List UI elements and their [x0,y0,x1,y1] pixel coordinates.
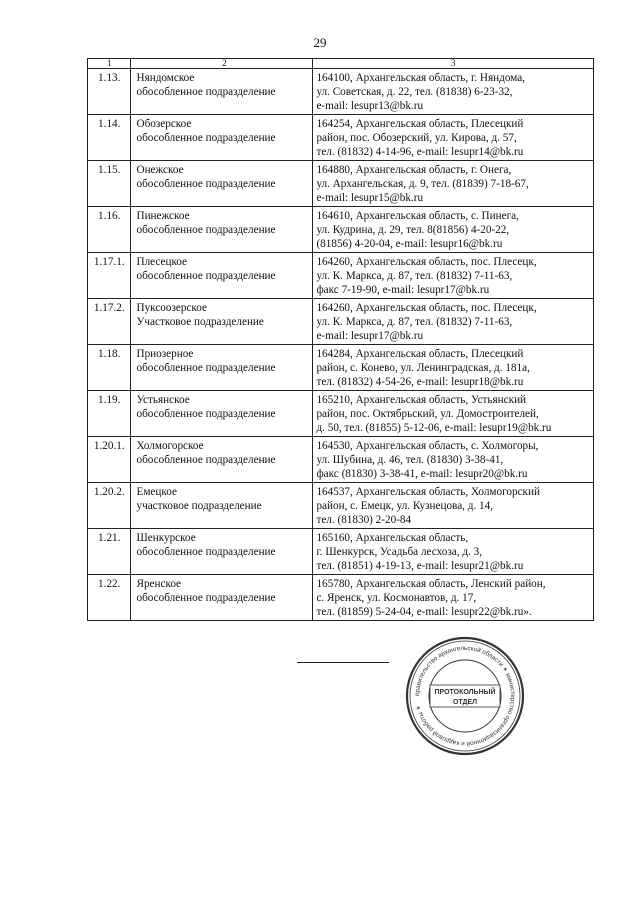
table-row [88,69,594,115]
subdivision-address [313,437,594,483]
subdivision-name-line: Приозерное [136,348,194,360]
table-row [88,345,594,391]
subdivision-address [313,483,594,529]
address-line: тел. (81832) 4-14-96, e-mail: lesupr14@bk.ru [316,146,524,158]
row-number: 1.13. [88,69,131,115]
address-line: ул. К. Маркса, д. 87, тел. (81832) 7-11-63, [316,316,513,328]
row-number: 1.18. [88,345,131,391]
address-line: 164254, Архангельская область, Плесецкий [316,118,524,130]
row-number: 1.20.1. [88,437,131,483]
subdivision-name-line: Няндомское [136,72,195,84]
row-number: 1.17.2. [88,299,131,345]
address-line: 164100, Архангельская область, г. Няндома, [316,72,525,84]
address-line: 165210, Архангельская область, Устьянский [316,394,527,406]
table-row [88,207,594,253]
address-line: 164284, Архангельская область, Плесецкий [316,348,524,360]
address-line: ул. К. Маркса, д. 87, тел. (81832) 7-11-63, [316,270,513,282]
table-row [88,253,594,299]
address-line: факс 7-19-90, e-mail: lesupr17@bk.ru [316,284,490,296]
subdivision-address [313,253,594,299]
row-number: 1.14. [88,115,131,161]
official-seal-stamp [404,635,526,757]
subdivision-name-line: Емецкое [136,486,177,498]
subdivision-name-line: обособленное подразделение [136,132,276,144]
table-body [88,59,594,621]
subdivision-name [131,115,313,161]
subdivision-name-line: обособленное подразделение [136,454,276,466]
subdivision-name-line: обособленное подразделение [136,224,276,236]
address-line: ул. Советская, д. 22, тел. (81838) 6-23-32, [316,86,513,98]
column-header-3: 3 [313,59,594,69]
table-header-row [88,59,594,69]
row-number: 1.22. [88,575,131,621]
table-row [88,483,594,529]
address-line: ул. Архангельская, д. 9, тел. (81839) 7-18-67, [316,178,529,190]
table-row [88,391,594,437]
subdivision-address [313,299,594,345]
subdivision-name-line: Онежское [136,164,184,176]
row-number: 1.16. [88,207,131,253]
subdivision-name-line: обособленное подразделение [136,270,276,282]
stamp-inner-line-1: ПРОТОКОЛЬНЫЙ [434,689,496,696]
table-row [88,575,594,621]
address-line: 164260, Архангельская область, пос. Плесецк, [316,302,537,314]
subdivision-name-line: обособленное подразделение [136,546,276,558]
row-number: 1.17.1. [88,253,131,299]
row-number: 1.20.2. [88,483,131,529]
row-number: 1.19. [88,391,131,437]
subdivision-address [313,161,594,207]
address-line: тел. (81859) 5-24-04, e-mail: lesupr22@bk.ru». [316,606,532,618]
subdivision-address [313,529,594,575]
address-line: e-mail: lesupr13@bk.ru [316,100,424,112]
row-number: 1.15. [88,161,131,207]
subdivision-name [131,69,313,115]
address-line: e-mail: lesupr15@bk.ru [316,192,424,204]
table-row [88,437,594,483]
subdivision-address [313,207,594,253]
subdivision-name [131,299,313,345]
address-line: 165780, Архангельская область, Ленский район, [316,578,546,590]
subdivision-name-line: Пинежское [136,210,190,222]
address-line: ул. Шубина, д. 46, тел. (81830) 3-38-41, [316,454,504,466]
address-line: г. Шенкурск, Усадьба лесхоза, д. 3, [316,546,483,558]
subdivision-address [313,69,594,115]
subdivision-name-line: Участковое подразделение [136,316,264,328]
subdivision-name-line: обособленное подразделение [136,408,276,420]
page-number: 29 [313,35,327,50]
subdivision-name-line: обособленное подразделение [136,86,276,98]
subdivision-name-line: Шенкурское [136,532,196,544]
subdivision-name-line: Плесецкое [136,256,188,268]
address-line: район, пос. Обозерский, ул. Кирова, д. 57, [316,132,517,144]
subdivision-address [313,575,594,621]
subdivision-name [131,437,313,483]
table-row [88,115,594,161]
address-line: 164610, Архангельская область, с. Пинега, [316,210,519,222]
address-line: 164260, Архангельская область, пос. Плесецк, [316,256,537,268]
subdivision-name [131,345,313,391]
subdivision-name-line: Обозерское [136,118,192,130]
address-line: 164537, Архангельская область, Холмогорский [316,486,540,498]
row-number: 1.21. [88,529,131,575]
address-line: тел. (81851) 4-19-13, e-mail: lesupr21@bk.ru [316,560,524,572]
subdivision-name-line: обособленное подразделение [136,178,276,190]
address-line: район, с. Конево, ул. Ленинградская, д. 181а, [316,362,530,374]
column-header-1: 1 [88,59,131,69]
address-line: тел. (81830) 2-20-84 [316,514,412,526]
address-line: район, пос. Октябрьский, ул. Домостроителей, [316,408,539,420]
address-line: д. 50, тел. (81855) 5-12-06, e-mail: lesupr19@bk.ru [316,422,552,434]
subdivision-name [131,161,313,207]
address-line: ул. Кудрина, д. 29, тел. 8(81856) 4-20-22, [316,224,510,236]
subdivision-name [131,207,313,253]
subdivision-name-line: обособленное подразделение [136,592,276,604]
subdivision-name-line: обособленное подразделение [136,362,276,374]
subdivision-name [131,529,313,575]
address-line: e-mail: lesupr17@bk.ru [316,330,424,342]
address-line: район, с. Емецк, ул. Кузнецова, д. 14, [316,500,494,512]
table-row [88,161,594,207]
stamp-inner-line-2: ОТДЕЛ [452,699,478,706]
subdivision-address [313,115,594,161]
subdivision-name-line: участковое подразделение [136,500,262,512]
address-line: тел. (81832) 4-54-26, e-mail: lesupr18@bk.ru [316,376,524,388]
table-row [88,529,594,575]
subdivision-name [131,483,313,529]
subdivision-name-line: Устьянское [136,394,190,406]
subdivision-table [87,58,594,621]
column-header-2: 2 [131,59,313,69]
subdivision-address [313,345,594,391]
subdivision-name-line: Яренское [136,578,182,590]
subdivision-name [131,391,313,437]
table-row [88,299,594,345]
stamp-ring-text: правительство архангельской области ✶ министерство организационной и кадровой работы ✶ [413,644,517,748]
subdivision-name-line: Холмогорское [136,440,204,452]
subdivision-address [313,391,594,437]
signature-line [297,662,389,663]
subdivision-name [131,253,313,299]
subdivision-name-line: Пуксоозерское [136,302,207,314]
subdivision-name [131,575,313,621]
address-line: 164880, Архангельская область, г. Онега, [316,164,512,176]
address-line: (81856) 4-20-04, e-mail: lesupr16@bk.ru [316,238,503,250]
address-line: факс (81830) 3-38-41, e-mail: lesupr20@bk.ru [316,468,528,480]
address-line: 165160, Архангельская область, [316,532,469,544]
address-line: 164530, Архангельская область, с. Холмогоры, [316,440,539,452]
address-line: с. Яренск, ул. Космонавтов, д. 17, [316,592,477,604]
